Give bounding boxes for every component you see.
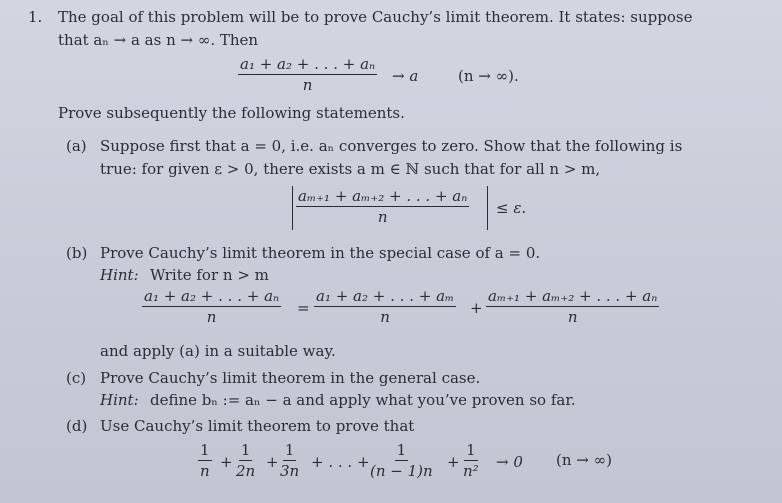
part-b-mid-denominator: n <box>380 308 390 327</box>
part-a-relation: ≤ ε. <box>496 199 527 217</box>
part-d-condition: (n → ∞) <box>556 451 612 469</box>
term-3-numerator: 1 <box>283 442 297 461</box>
part-b-plus: + <box>470 299 483 317</box>
intro-line-1: The goal of this problem will be to prove Cauchy’s limit theorem. It states: suppose <box>58 8 693 26</box>
part-d-term-3 <box>280 442 299 481</box>
abs-bar-left <box>292 186 293 230</box>
part-a-line-2: true: for given ε > 0, there exists a m ∈ ℕ such that for all n > m, <box>100 160 601 178</box>
term-4-denominator: (n − 1)n <box>370 462 433 481</box>
part-d-plus-1: + <box>220 453 233 471</box>
part-b-mid-numerator: a₁ + a₂ + . . . + aₘ <box>314 288 456 307</box>
main-fraction-denominator: n <box>302 76 313 95</box>
main-fraction <box>238 56 377 95</box>
part-c-line-1: Prove Cauchy’s limit theorem in the general case. <box>100 369 481 387</box>
part-a-fraction-numerator: aₘ₊₁ + aₘ₊₂ + . . . + aₙ <box>296 188 469 207</box>
part-c-hint-text: define bₙ := aₙ − a and apply what you’ve proven so far. <box>150 391 576 409</box>
part-d-plus-2: + <box>266 453 279 471</box>
part-b-lhs-numerator: a₁ + a₂ + . . . + aₙ <box>142 288 281 307</box>
term-5-numerator: 1 <box>464 442 478 461</box>
part-d-line-1: Use Cauchy’s limit theorem to prove that <box>100 417 415 435</box>
part-b-label: (b) <box>66 244 88 262</box>
abs-bar-right <box>487 186 488 230</box>
part-b-after-text: and apply (a) in a suitable way. <box>100 342 336 360</box>
part-d-plus-4: + <box>447 453 460 471</box>
part-c-label: (c) <box>66 369 87 387</box>
part-b-lhs-denominator: n <box>206 308 217 327</box>
term-5-denominator: n² <box>463 462 479 481</box>
main-fraction-numerator: a₁ + a₂ + . . . + aₙ <box>238 56 377 75</box>
term-4-numerator: 1 <box>395 442 409 461</box>
part-a-label: (a) <box>66 137 87 155</box>
part-d-term-4 <box>370 442 433 481</box>
part-b-equals: = <box>297 299 310 317</box>
part-d-arrow: → 0 <box>496 453 523 471</box>
part-d-label: (d) <box>66 417 88 435</box>
part-d-term-5 <box>463 442 479 481</box>
main-limit-condition: (n → ∞). <box>458 67 519 85</box>
part-b-rhs-fraction <box>486 288 659 327</box>
part-b-mid-fraction <box>314 288 456 327</box>
part-a-fraction-denominator: n <box>377 208 388 227</box>
part-d-term-1 <box>198 442 212 481</box>
part-b-rhs-denominator: n <box>567 308 578 327</box>
part-d-ellipsis: + . . . + <box>311 453 370 471</box>
main-limit-arrow: → a <box>392 67 419 85</box>
prove-instruction: Prove subsequently the following statements. <box>58 104 405 122</box>
term-2-numerator: 1 <box>239 442 253 461</box>
term-2-denominator: 2n <box>236 462 256 481</box>
part-d-term-2 <box>236 442 255 481</box>
part-a-fraction <box>296 188 469 227</box>
part-b-hint-label: Hint: <box>100 266 139 284</box>
term-3-denominator: 3n <box>280 462 300 481</box>
term-1-numerator: 1 <box>198 442 212 461</box>
intro-line-2: that aₙ → a as n → ∞. Then <box>58 31 259 49</box>
part-b-hint-text: Write for n > m <box>150 266 269 284</box>
part-b-line-1: Prove Cauchy’s limit theorem in the special case of a = 0. <box>100 244 541 262</box>
term-1-denominator: n <box>199 462 210 481</box>
part-a-line-1: Suppose first that a = 0, i.e. aₙ converges to zero. Show that the following is <box>100 137 683 155</box>
problem-number: 1. <box>28 8 43 26</box>
part-b-lhs-fraction <box>142 288 281 327</box>
part-c-hint-label: Hint: <box>100 391 139 409</box>
part-b-rhs-numerator: aₘ₊₁ + aₘ₊₂ + . . . + aₙ <box>486 288 659 307</box>
